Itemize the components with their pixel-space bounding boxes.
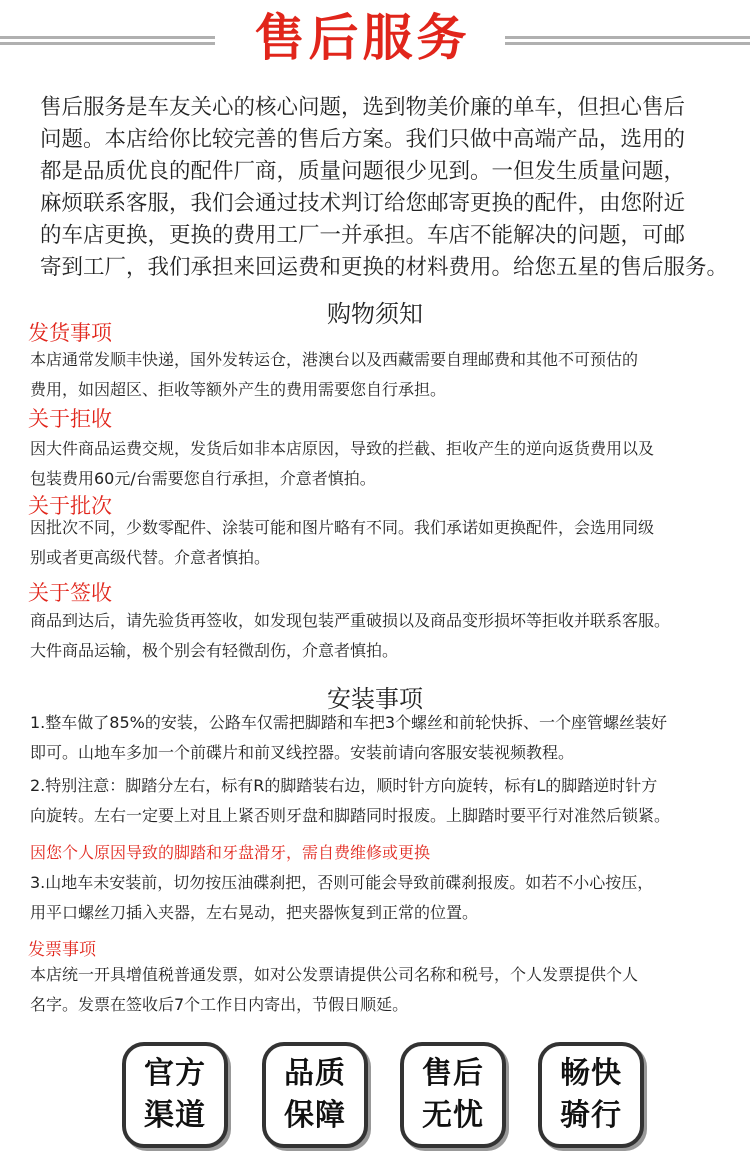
batch-text [30, 513, 730, 573]
service-badges [0, 1042, 750, 1152]
header-rule-left [0, 36, 215, 50]
after-sales-badge [400, 1042, 506, 1148]
ride-freely-badge [538, 1042, 644, 1148]
badge-line: 品质 [284, 1056, 346, 1091]
invoice-line: 名字。发票在签收后7个工作日内寄出，节假日顺延。 [30, 995, 409, 1014]
intro-line: 的车店更换，更换的费用工厂一并承担。车店不能解决的问题，可邮 [40, 223, 686, 248]
reject-text [30, 434, 730, 494]
badge-line: 无忧 [422, 1098, 484, 1133]
intro-line: 问题。本店给你比较完善的售后方案。我们只做中高端产品，选用的 [40, 127, 686, 152]
install-title: 安装事项 [327, 685, 423, 713]
badge-line: 官方 [144, 1056, 206, 1091]
sign-text [30, 606, 730, 666]
install-line: 用平口螺丝刀插入夹器，左右晃动，把夹器恢复到正常的位置。 [30, 903, 479, 922]
sign-line: 大件商品运输，极个别会有轻微刮伤，介意者慎拍。 [30, 641, 399, 660]
invoice-line: 本店统一开具增值税普通发票，如对公发票请提供公司名称和税号，个人发票提供个人 [30, 965, 639, 984]
intro-line: 麻烦联系客服，我们会通过技术判订给您邮寄更换的配件，由您附近 [40, 191, 686, 216]
reject-line: 包装费用60元/台需要您自行承担，介意者慎拍。 [30, 469, 376, 488]
shipping-heading: 发货事项 [28, 321, 112, 345]
intro-line: 寄到工厂，我们承担来回运费和更换的材料费用。给您五星的售后服务。 [40, 255, 729, 280]
install-line: 2.特别注意：脚踏分左右，标有R的脚踏装右边，顺时针方向旋转，标有L的脚踏逆时针方 [30, 776, 658, 795]
install-line: 1.整车做了85%的安装，公路车仅需把脚踏和车把3个螺丝和前轮快拆、一个座管螺丝装好 [30, 713, 668, 732]
reject-heading: 关于拒收 [28, 407, 112, 431]
install-item-1 [30, 708, 730, 768]
badge-line: 渠道 [144, 1098, 206, 1133]
official-channel-badge [122, 1042, 228, 1148]
batch-line: 因批次不同，少数零配件、涂装可能和图片略有不同。我们承诺如更换配件，会选用同级 [30, 518, 655, 537]
badge-line: 骑行 [560, 1098, 622, 1133]
quality-assurance-badge [262, 1042, 368, 1148]
batch-heading: 关于批次 [28, 494, 112, 518]
shipping-line: 费用，如因超区、拒收等额外产生的费用需要您自行承担。 [30, 380, 447, 399]
batch-line: 别或者更高级代替。介意者慎拍。 [30, 548, 271, 567]
badge-line: 售后 [422, 1056, 484, 1091]
shipping-line: 本店通常发顺丰快递，国外发转运仓，港澳台以及西藏需要自理邮费和其他不可预估的 [30, 350, 639, 369]
header [0, 0, 750, 80]
badge-line: 保障 [284, 1098, 346, 1133]
install-item-3 [30, 868, 730, 928]
intro-line: 售后服务是车友关心的核心问题，选到物美价廉的单车，但担心售后 [40, 95, 686, 120]
shopping-notice-title: 购物须知 [327, 300, 423, 328]
install-line: 3.山地车未安装前，切勿按压油碟刹把，否则可能会导致前碟刹报废。如若不小心按压， [30, 873, 654, 892]
sign-line: 商品到达后，请先验货再签收，如发现包装严重破损以及商品变形损坏等拒收并联系客服。 [30, 611, 671, 630]
install-line: 向旋转。左右一定要上对且上紧否则牙盘和脚踏同时报废。上脚踏时要平行对准然后锁紧。 [30, 806, 671, 825]
install-item-2 [30, 771, 730, 831]
header-rule-right [505, 36, 750, 50]
shipping-text [30, 345, 730, 405]
install-warning: 因您个人原因导致的脚踏和牙盘滑牙，需自费维修或更换 [30, 843, 431, 862]
badge-line: 畅快 [560, 1056, 622, 1091]
reject-line: 因大件商品运费交规，发货后如非本店原因，导致的拦截、拒收产生的逆向返货费用以及 [30, 439, 655, 458]
invoice-text [30, 960, 730, 1020]
sign-heading: 关于签收 [28, 581, 112, 605]
install-line: 即可。山地车多加一个前碟片和前叉线控器。安装前请向客服安装视频教程。 [30, 743, 575, 762]
intro-paragraph [40, 92, 729, 284]
invoice-heading: 发票事项 [28, 940, 96, 960]
intro-line: 都是品质优良的配件厂商，质量问题很少见到。一但发生质量问题， [40, 159, 686, 184]
page-title: 售后服务 [254, 9, 471, 67]
